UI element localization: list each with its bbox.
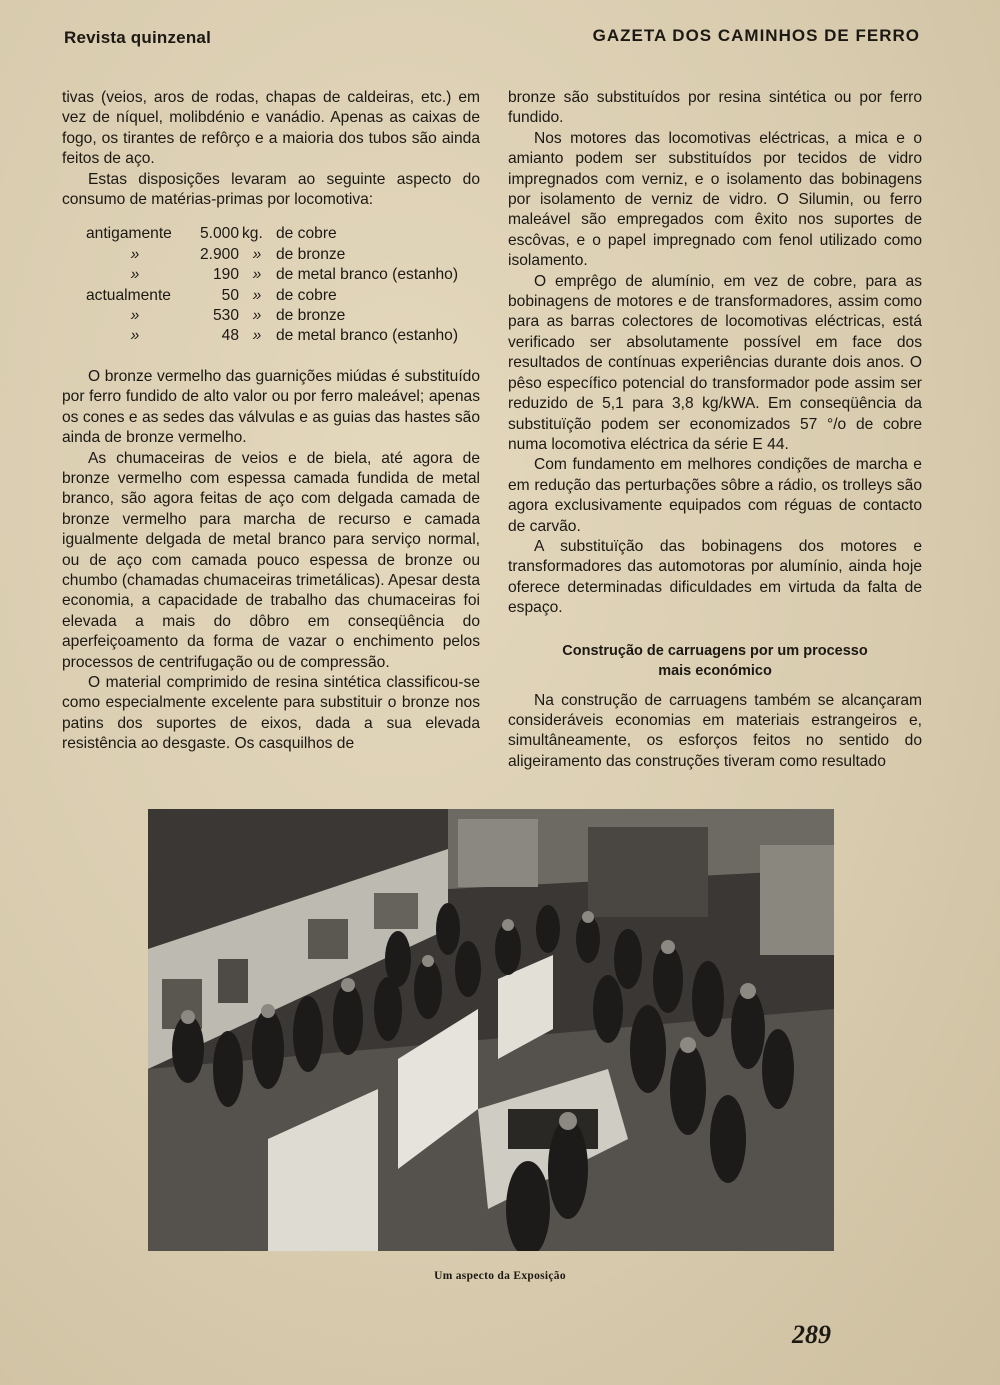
table-cell: 48 bbox=[221, 327, 239, 345]
paragraph: As chumaceiras de veios e de biela, até agora de bronze vermelho com espessa camada fundida de metal branco, são agora feitas de aço com delgada camada de bronze vermelho para marcha de recurso e camada igualmente delgada de metal branco para serviço normal, ou de aço com camada pouco espessa de bronze ou chumbo (chamadas chumaceiras trimetálicas). Apesar desta economia, a capacidade de trabalho das chumaceiras foi elevada a mais do dôbro em conseqüência do aperfeiçoamento da forma de vazar o enchimento pelos processos de centrifugação ou de compressão. bbox=[62, 449, 480, 671]
section-heading-line: Construção de carruagens por um processo bbox=[562, 642, 868, 659]
table-cell: actualmente bbox=[86, 286, 171, 304]
table-cell: de metal branco (estanho) bbox=[276, 266, 459, 284]
left-column bbox=[62, 88, 480, 755]
table-cell: » bbox=[252, 327, 262, 345]
paragraph: O bronze vermelho das guarnições miúdas é substituído por ferro fundido de alto valor ou por ferro maleável; apenas os cones e as sedes das válvulas e as guias das hastes são ainda de bronze vermelho. bbox=[62, 367, 480, 447]
consumption-table bbox=[86, 224, 458, 346]
table-row bbox=[86, 286, 458, 306]
section-heading bbox=[508, 641, 922, 681]
paragraph: O emprêgo de alumínio, em vez de cobre, para as bobinagens de motores e de transformadores, assim como para as barras colectores de locomotivas eléctricas, está verificado ser absolutamente possível em face dos resultados de contínuas experiências durante dois anos. O pêso específico potencial do transformador pode assim ser reduzido de 5,1 para 3,8 kg/kWA. Em conseqüência da substituïção podem ser economizados 57 °/o de cobre numa locomotiva eléctrica da série E 44. bbox=[508, 272, 922, 453]
table-cell: » bbox=[252, 266, 262, 284]
header-left: Revista quinzenal bbox=[64, 28, 211, 47]
exhibition-photo-drawing bbox=[148, 809, 834, 1251]
table-cell: 530 bbox=[212, 307, 239, 325]
right-column bbox=[508, 88, 922, 772]
table-cell: de bronze bbox=[276, 245, 346, 263]
table-cell: de metal branco (estanho) bbox=[276, 327, 459, 345]
table-cell: » bbox=[130, 327, 140, 345]
table-cell: de cobre bbox=[276, 225, 337, 243]
table-cell: » bbox=[130, 307, 140, 325]
page-number: 289 bbox=[792, 1320, 831, 1349]
table-cell: » bbox=[252, 307, 262, 325]
paragraph: Com fundamento em melhores condições de marcha e em redução das perturbações sôbre a rádio, os trolleys são agora exclusivamente equipados com réguas de contacto de carvão. bbox=[508, 456, 922, 535]
table-row bbox=[86, 306, 458, 326]
paragraph: Nos motores das locomotivas eléctricas, a mica e o amianto podem ser substituídos por tecidos de vidro impregnados com verniz, e o isolamento das bobinagens por isolamento de verniz de vidro. O Silumin, ou ferro maleável são empregados com êxito nos suportes de escôvas, e o papel impregnado com fenol utilizado como isolamento. bbox=[508, 129, 922, 270]
figure-caption: Um aspecto da Exposição bbox=[434, 1270, 566, 1282]
paragraph: Na construção de carruagens também se alcançaram consideráveis economias em materiais estrangeiros e, simultâneamente, os esforços feitos no sentido do aligeiramento das construções tiveram como resultado bbox=[508, 691, 922, 770]
table-cell: antigamente bbox=[86, 225, 172, 243]
paragraph: O material comprimido de resina sintética classificou-se como especialmente excelente para substituir o bronze nos patins dos suportes de eixos, dada a sua elevada resistência ao desgaste. Os casquilhos de bbox=[62, 673, 480, 753]
table-cell: » bbox=[252, 286, 262, 304]
table-cell: 190 bbox=[212, 266, 239, 284]
table-cell: » bbox=[252, 245, 262, 263]
table-cell: 50 bbox=[221, 286, 239, 304]
paragraph: Estas disposições levaram ao seguinte aspecto do consumo de matérias-primas por locomotiva: bbox=[62, 170, 480, 209]
table-row bbox=[86, 224, 458, 244]
table-row bbox=[86, 326, 458, 346]
table-row bbox=[86, 265, 458, 285]
table-cell: 2.900 bbox=[199, 245, 239, 263]
paragraph: tivas (veios, aros de rodas, chapas de caldeiras, etc.) em vez de níquel, molibdénio e vanádio. Apenas as caixas de fogo, os tirantes de refôrço e a maioria dos tubos são ainda feitos de aço. bbox=[62, 89, 480, 168]
header-right: GAZETA DOS CAMINHOS DE FERRO bbox=[592, 26, 920, 45]
table-cell: de cobre bbox=[276, 286, 337, 304]
table-cell: 5.000 bbox=[199, 225, 239, 243]
paragraph: A substituïção das bobinagens dos motores e transformadores das automotoras por alumínio, ainda hoje oferece determinadas dificuldades em virtuda da falta de espaço. bbox=[508, 537, 922, 617]
table-cell: » bbox=[130, 266, 140, 284]
table-cell: » bbox=[130, 245, 140, 263]
table-cell: de bronze bbox=[276, 307, 346, 325]
table-cell: kg. bbox=[242, 225, 263, 243]
exhibition-photo bbox=[148, 809, 834, 1251]
paragraph: bronze são substituídos por resina sintética ou por ferro fundido. bbox=[508, 89, 922, 127]
section-heading-line: mais económico bbox=[658, 662, 772, 679]
table-row bbox=[86, 245, 458, 265]
